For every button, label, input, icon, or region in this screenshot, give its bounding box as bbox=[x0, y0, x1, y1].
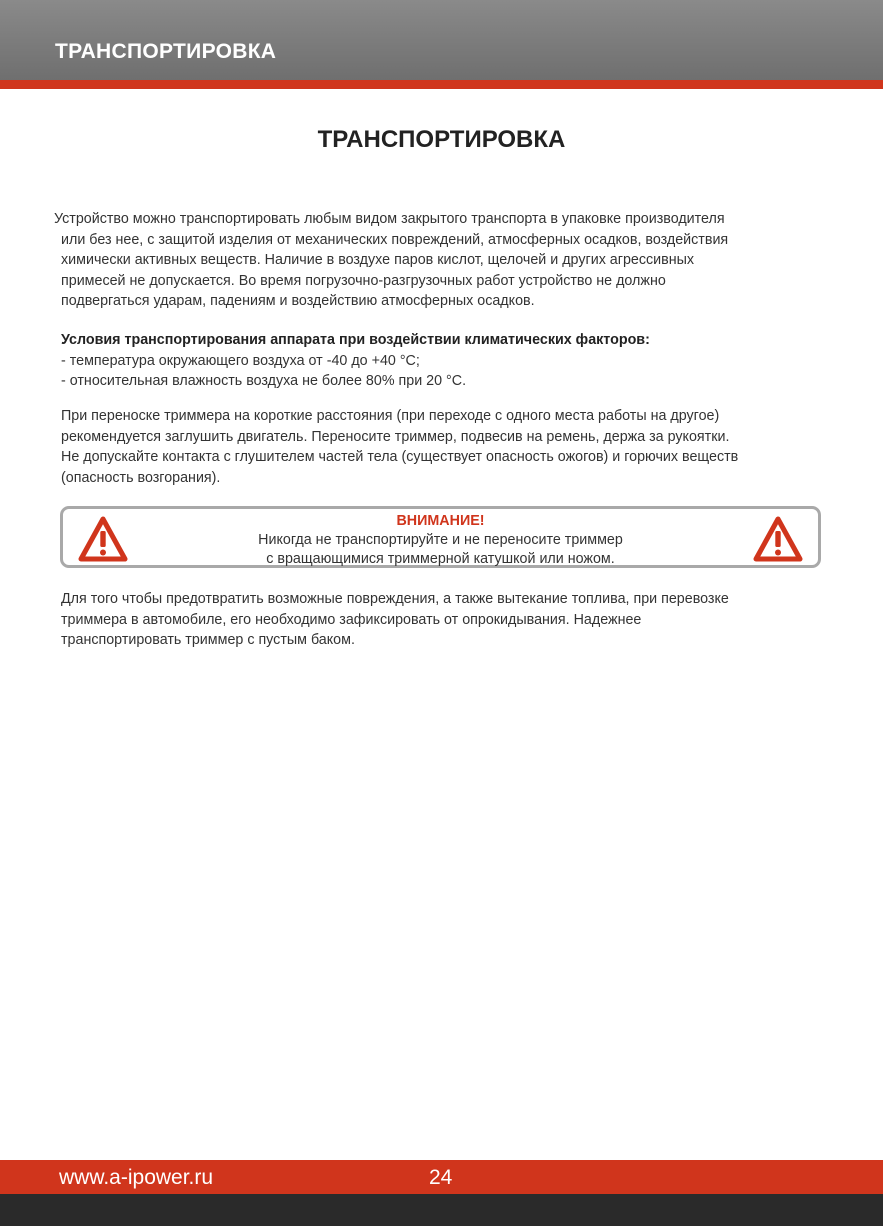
page-title: ТРАНСПОРТИРОВКА bbox=[317, 126, 566, 153]
vehicle-paragraph bbox=[61, 589, 821, 651]
vehicle-line: триммера в автомобиле, его необходимо зафиксировать от опрокидывания. Надежнее bbox=[61, 611, 642, 628]
intro-line: примесей не допускается. Во время погрузочно-разгрузочных работ устройство не должно bbox=[61, 272, 666, 289]
carrying-paragraph bbox=[61, 406, 821, 488]
warning-line: с вращающимися триммерной катушкой или ножом. bbox=[266, 551, 615, 567]
conditions-section bbox=[61, 330, 821, 392]
intro-line: Устройство можно транспортировать любым видом закрытого транспорта в упаковке производителя bbox=[54, 211, 725, 227]
warning-title: ВНИМАНИЕ! bbox=[396, 513, 485, 529]
carrying-line: (опасность возгорания). bbox=[61, 469, 221, 486]
intro-line: или без нее, с защитой изделия от механических повреждений, атмосферных осадков, воздействия bbox=[61, 231, 729, 248]
vehicle-line: Для того чтобы предотвратить возможные повреждения, а также вытекание топлива, при перевозке bbox=[61, 591, 729, 607]
page-number: 24 bbox=[429, 1166, 453, 1189]
intro-line: химически активных веществ. Наличие в воздухе паров кислот, щелочей и других агрессивных bbox=[61, 252, 695, 268]
intro-paragraph bbox=[54, 209, 821, 312]
footer-bar bbox=[0, 1194, 883, 1226]
conditions-heading: Условия транспортирования аппарата при воздействии климатических факторов: bbox=[61, 332, 650, 348]
header-accent-stripe bbox=[0, 80, 883, 89]
carrying-line: Не допускайте контакта с глушителем частей тела (существует опасность ожогов) и горючих веществ bbox=[61, 449, 739, 465]
vehicle-line: транспортировать триммер с пустым баком. bbox=[61, 632, 355, 648]
warning-line: Никогда не транспортируйте и не переносите триммер bbox=[258, 532, 623, 548]
conditions-item: - температура окружающего воздуха от -40 до +40 °С; bbox=[61, 352, 420, 369]
carrying-line: рекомендуется заглушить двигатель. Переносите триммер, подвесив на ремень, держа за рукоятки. bbox=[61, 428, 730, 445]
warning-triangle-icon bbox=[753, 516, 803, 562]
page-header bbox=[0, 0, 883, 80]
carrying-line: При переноске триммера на короткие расстояния (при переходе с одного места работы на другое) bbox=[61, 408, 720, 424]
warning-box bbox=[60, 506, 821, 568]
footer-url: www.a-ipower.ru bbox=[59, 1166, 214, 1189]
warning-text bbox=[63, 512, 818, 569]
intro-line: подвергаться ударам, падениям и воздействию атмосферных осадков. bbox=[61, 293, 535, 309]
conditions-item: - относительная влажность воздуха не более 80% при 20 °С. bbox=[61, 373, 467, 389]
header-title: ТРАНСПОРТИРОВКА bbox=[55, 40, 277, 63]
